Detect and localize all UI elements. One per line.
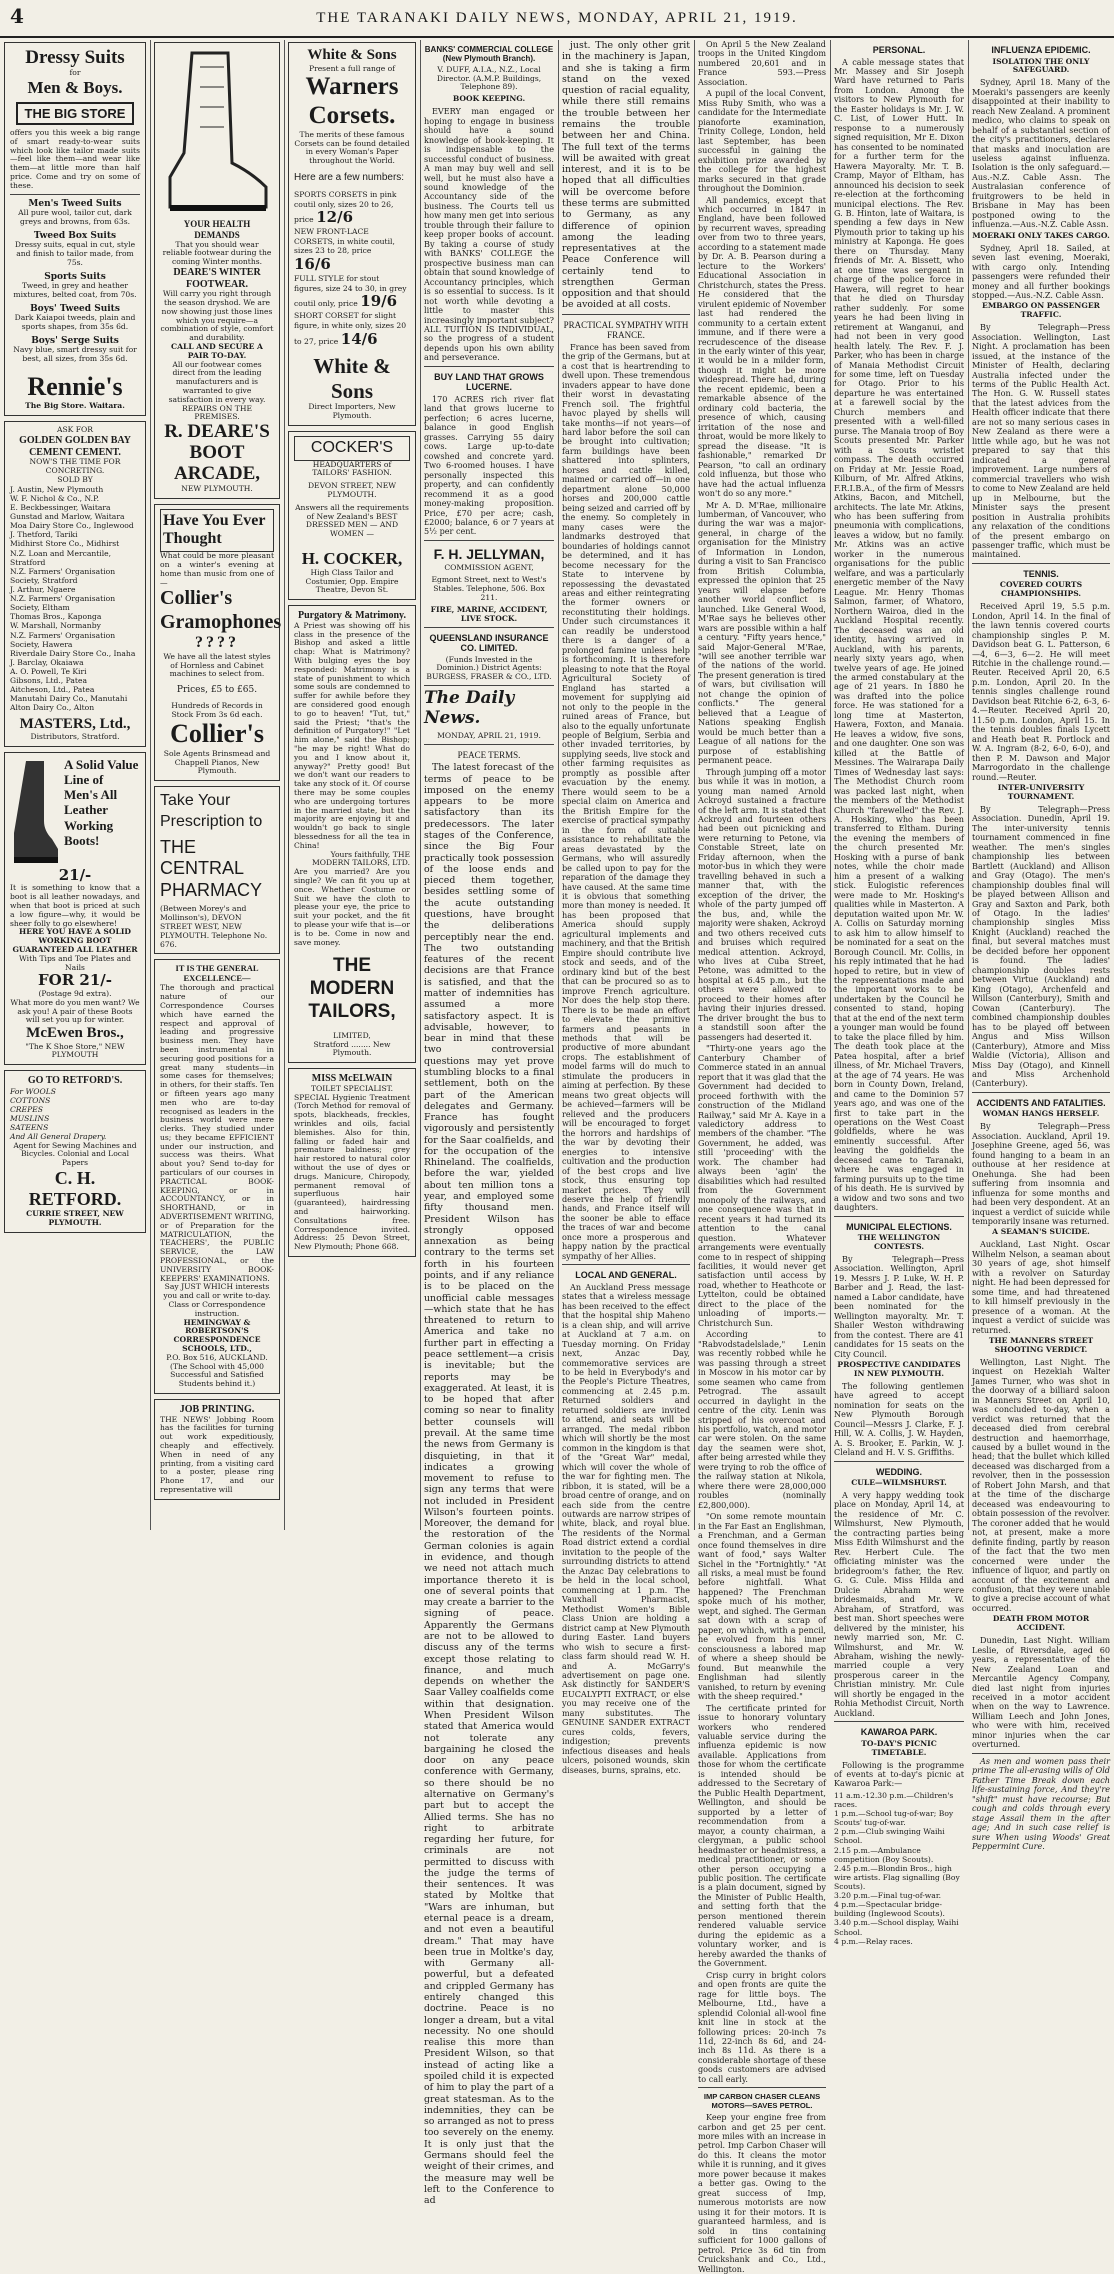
article-text: An Auckland Press message states that a wireless message has been received to the effect that the hospital ship Maheno is a clean ship, and will arrive at Auckland at 7 a.m. on Tuesday morning. On Friday next, Anzac Day, commemorative services are to be held in Everybody's and the People's Picture Theatres, commencing at 2.45 p.m. Returned soldiers and returned soldiers are invited to attend, and seats will be arranged. The medal ribbon which will shortly be the most common in the kingdom is that of the "Great War" medal, which will cover the whole of the war for fighting men. The ribbon, it is stated, will be a broad centre of orange, and on each side from the centre outwards are narrow stripes of white, black, and royal blue. The residents of the Normal Road district extend a cordial invitation to the people of the surrounding districts to attend the Anzac Day celebrations to be held in the local school, commencing at 1 p.m. The Vauxhall Pharmacist, Methodist Women's Bible Class Union are holding a district camp at New Plymouth during Easter. Land buyers who wish to secure a first-class farm should read W. H. and A. McGarry's advertisement on page one. Ask distinctly for SANDER'S EUCALYPTI EXTRACT, or else you may receive one of the many substitutes. The GENUINE SANDER EXTRACT cures colds, fevers, indigestion; prevents infectious diseases and heals ulcers, poisoned wounds, skin diseases, burns, sprains, etc. xyxy=(562,1281,690,1775)
list-item: J. Barclay, Okaiawa xyxy=(10,657,84,667)
ad-text: (Postage 9d extra). xyxy=(38,988,112,998)
article-heading: WOMAN HANGS HERSELF. xyxy=(982,1109,1100,1119)
ad-text: (Between Morey's and Mollinson's), DEVON STREET WEST, NEW PLYMOUTH. Telephone No. 676. xyxy=(160,904,268,949)
ad-text: CURRIE STREET, NEW PLYMOUTH. xyxy=(26,1209,124,1227)
item-desc: Tweed, in grey and heather mixtures, belted coat, from 70s. xyxy=(13,281,137,299)
pharmacy-ad xyxy=(154,786,280,954)
ad-text: It is something to know that a boot is all leather nowadays, and when that boot is priced at such a low figure—why, it would be sheer folly to go elsewhere! xyxy=(10,883,140,928)
article-heading: PROSPECTIVE CANDIDATES IN NEW PLYMOUTH. xyxy=(837,1360,961,1378)
column-4 xyxy=(424,40,555,2207)
ad-text: SOLD BY xyxy=(57,474,93,484)
ad-text: TOILET SPECIALIST. xyxy=(310,1083,394,1093)
list-item: SATEENS xyxy=(10,1123,49,1133)
ad-text: Will carry you right through the season dryshod. We are now showing just those lines which you require—a combination of style, comfort and durability. xyxy=(160,289,274,343)
ad-headline: BANKS' COMMERCIAL COLLEGE (New Plymouth Branch). xyxy=(424,45,554,64)
list-item: 4 p.m.—Spectacular bridge-building (Inglewood Scouts). xyxy=(834,1900,945,1919)
ad-text: Direct Importers, New Plymouth. xyxy=(308,402,396,420)
ad-text: Agent for Sewing Machines and Bicycles. Colonial and Local Papers xyxy=(13,1140,137,1168)
ad-headline: THE CENTRAL PHARMACY xyxy=(160,836,263,900)
item-desc: FULL STYLE for stout figures, size 24 to 30, in grey coutil only, price xyxy=(294,273,407,309)
list-item: W. F. Nichol & Co., N.P. xyxy=(10,493,100,503)
corset-item xyxy=(294,274,410,311)
item-desc: Dark Kaiapoi tweeds, plain and sports shapes, from 35s 6d. xyxy=(14,313,136,332)
item-desc: SPORTS CORSETS in pink coutil only, sizes 20 to 26, price xyxy=(294,189,397,225)
ad-headline: Purgatory & Matrimony. xyxy=(297,610,407,622)
ad-headline: McEwen Bros., xyxy=(26,1025,124,1042)
ad-headline: QUEENSLAND INSURANCE CO. LIMITED. xyxy=(429,632,549,654)
editorial-text: The latest forecast of the terms of peace to be imposed on the enemy appears to be more satisfactory than its predecessors. The later stages of the Conference, since the Big Four practically took possession of the loose ends and pieced them together, besides settling some of the acute outstanding questions, have brought the deliberations perceptibly near the end. The two outstanding features of the recent decisions are that France is satisfied, and that the matter of indemnities has assumed a more satisfactory aspect. It is advisable, however, to bear in mind that these two controversial questions may yet prove stumbling blocks to a final settlement, both on the part of the American delegates and Germany. France has fought vigorously and persistently for the Saar coalfields, and for the occupation of the Rhineland. The coalfields, before the war, yielded about ten million tons a year, and employed some fifty thousand men. President Wilson has strongly opposed annexation as being contrary to the terms set forth in his fourteen points, and if any reliance is to be placed on the unofficial cable messages—which state that he has threatened to return to America and take no further part in effecting a peace settlement—a crisis is inevitable; but the reports may be exaggerated. At least, it is to be hoped that after coming so near to finality better counsels will prevail. At the same time the news from Germany is disquieting, in that it indicates a growing movement to refuse to sign any terms that were not included in President Wilson's fourteen points. Moreover, the demand for the restoration of the German colonies is again in evidence, and though we need not attach much importance thereto it is one of several points that may create a barrier to the signing of peace. Apparently the Germans are not to be allowed to discuss any of the terms except those relating to finance, and much depends on whether the Saar Valley coalfields come within that designation. When President Wilson stated that America would not tolerate any bargaining he closed the door on any peace conference with Germany, so there should be no alternative on Germany's part but to accept the Allied terms. She has no right to arbitrate regarding her future, for criminals are not permitted to discuss with the judge the terms of their sentences. It was stated by Moltke that "Wars are inhuman, but eternal peace is a dream, and not even a beautiful dream." That may have been true in Moltke's day, with Germany all-powerful, but a defeated and crippled Germany has entirely changed this doctrine. Peace is no longer a dream, but a vital necessity. No one should realise this more than President Wilson, so that instead of acting like a spoiled child it is expected of him to play the part of a great statesman. As to the indemnities, they can be so arranged as not to press too severely on the enemy. It is only just that the Germans should feel the weight of their crimes, and the measure may well be left to the Conference to ad xyxy=(424,762,555,2207)
ad-text: Yours faithfully, THE MODERN TAILORS, LTD. xyxy=(311,849,410,868)
ad-text: NEW PLYMOUTH. xyxy=(181,483,253,493)
list-item: Gunstad and Marlow, Waitara xyxy=(10,512,125,522)
ad-text: LIMITED, xyxy=(333,1030,371,1040)
column-1 xyxy=(4,40,146,1532)
column-rule xyxy=(830,40,831,1530)
article-text: Mr A. D. M'Rae, millionaire lumberman, of Vancouver, who during the war was a major-general, in charge of the organisation for the Ministry of Information in London, during a visit to San Francisco from British Columbia, expressed the opinion that 25 years will elapse before another world conflict is launched. Like General Wood, M'Rae says he believes other wars are possible within a half a century. "Fifty years hence," said Major-General M'Rae, "will see another terrible war of the nations of the world. The present generation is tired of wars, but civilisation will not change the opinion of conflicts." The general believed that a League of Nations speaking English would be much better than a League of all nations for the purpose of establishing permanent peace. xyxy=(698,499,826,766)
ad-headline: White & Sons xyxy=(313,354,391,403)
list-item: And All General Drapery. xyxy=(10,1132,107,1142)
toilet-specialist-ad xyxy=(288,1068,416,1257)
ad-text: Prices, £5 to £65. xyxy=(176,685,258,696)
ad-headline: A Solid Value Line of Men's All Leather Working Boots! xyxy=(64,756,139,848)
list-item: Aitcheson, Ltd., Patea xyxy=(10,685,95,695)
corset-item xyxy=(294,311,410,348)
list-item: 3.40 p.m.—School display, Waihi School. xyxy=(834,1918,959,1937)
article-text: A cable message states that Mr. Massey and Sir Joseph Ward have returned to Paris from London. Among the visitors to New Plymouth for the Easter holidays is Mr. J. W. C. List, of Lower Hutt. In response to a numerously signed requisition, Mr E. Dixon has consented to be nominated for a further term for the Hawera Mayoralty. Mr. T. B. Cramp, Mayor of Eltham, has announced his decision to seek re-election at the forthcoming municipal elections. The Rev. G. B. Hinton, late of Waitara, is spending a few days in New Plymouth prior to taking up his ministry at Kaponga. He goes there on Thursday. Many friends of Mr. A. Bissett, who at one time was sergeant in charge of the police force in Hawera, will regret to hear that he died on Thursday rather suddenly. For some years he had been living in retirement at Wanganui, and had not been in very good health lately. The Rev. F. J. Parker, who has been in charge of Manaia Methodist Circuit for some time, left on Tuesday for Otago. Prior to his departure he was entertained at a farewell social by the Church members and presented with a well-filled purse. The Manaia troop of Boy Scouts presented Mr. Parker with a Scouts wristlet compass. The death occurred on Friday at Mr. Jessie Road, Kilburn, of Mr. Alfred Atkins, F.R.I.B.A., of the firm of Messrs Atkins, Bacon, and Mitchell, architects. The late Mr. Atkins, who has been suffering from pneumonia with complications, leaves a widow, but no family. Mr. Atkins was an active worker in the numerous organisations for the public welfare, and was a particularly energetic member of the Navy League. Mr. Henry Thomas Salmon, farmer, of Whatoro, Northern Wairoa, died in the Auckland Hospital recently. The deceased was an old identity, having arrived in Auckland, with his parents, nearly sixty years ago, when twelve years of age. He joined the armed constabulary at the age of 21 years. In 1880 he was drafted into the police force. He was stationed for a long time at Masterton, Hawera, Foxton, and Manaia. He leaves a widow, five sons, and one daughter. One son was killed at the Battle of Messines. The Wairarapa Daily Times of Wednesday last says: The Methodist Church room was packed last night, when the members of the Methodist Church "farewelled" the Rev. J. A. Hosking, who has been transferred to Eltham. During the evening the members of the church presented Mr. Hosking with a purse of bank notes, while the choir made him a present of a walking stick. Eulogistic references were made to Mr. Hosking's qualities while in Masterton. A deputation waited upon Mr. W. A. Collis on Saturday morning to ask him to allow himself to be nominated for a seat on the Borough Council. Mr. Collis, in his reply intimated that he had hoped to retire, but in view of the representations made and the important works to be undertaken by the Council he consented to stand, hoping that at the end of the next term a younger man would be found to take the place filled by him. The death took place at the Patea hospital, after a brief illness, of Mr. Michael Travers, at the age of 74 years. He was born in County Down, Ireland, and came to the Dominion 57 years ago, and was one of the first to take part in the operations on the West Coast goldfields, where he was eminently successful. After leaving the goldfields the deceased came to Taranaki, where he was engaged in farming pursuits up to the time of his death. He is survived by a widow and two sons and two daughters. xyxy=(834,56,964,1213)
ad-text: Keep your engine free from carbon and get 25 per cent. more miles with an increase in petrol. Imp Carbon Chaser will do this. It cleans the motor while it is running, and it gives more power because it makes a better gas. Owing to the great success of Imp, numerous motorists are now using it for their motors. It is guaranteed harmless, and is sold in tins containing sufficient for 1000 gallons of petrol. Price 3s 6d tin from Cruickshank and Co., Ltd., Wellington. xyxy=(698,2112,826,2274)
article-text: All pandemics, except that which occurred in 1847 in England, have been followed by recurrent waves, spreading over from two to three years, according to a statement made by Dr. A. B. Pearson during a lecture to the Workers' Educational Association in Christchurch, states the Press. He considered that the virulent epidemic of November last had rendered the community to a certain extent immune, and if there were a recrudescence of the disease in the early winter of this year, it would be in a milder form, though it might be more widespread. There had, during the recent epidemic, been a remarkable absence of the ordinary cold bacteria, the presence of which, causing irritation of the nose and throat, would be more likely to spread the disease. "It is fashionable," remarked Dr Pearson, "to call an ordinary cold influenza, but those who have had the actual influenza won't do so any more." xyxy=(698,194,826,499)
list-item: W. Marshall, Normanby xyxy=(10,621,101,631)
article-text: Sydney, April 18. Many of the Moeraki's passengers are keenly disappointed at their inability to reach New Zealand. A prominent medico, who claims to speak on behalf of a substantial section of the city's practitioners, declares that masks and inoculation are useless against influenza. Isolation is the only safeguard.—Aus.-N.Z. Cable Assn. The Australasian conference of fruitgrowers to be held in Brisbane in May has been postponed owing to the influenza.—Aus.-N.Z. Cable Assn. xyxy=(972,77,1110,230)
boot-illustration-icon xyxy=(10,757,60,867)
price-label: 19/6 xyxy=(360,292,398,311)
list-item: 3.20 p.m.—Final tug-of-war. xyxy=(834,1891,942,1901)
list-item: 11 a.m.-12.30 p.m.—Children's races. xyxy=(834,1790,954,1810)
column-7 xyxy=(834,40,964,1946)
ad-text: 170 ACRES rich river flat land that grows lucerne to perfection; 6 acres lucerne, balance in good English grasses. Carrying 55 dairy cows. Large up-to-date cowshed and concrete yard. Two 6-roomed houses. I have personally inspected this property, and can confidently recommend it as a good money-making proposition. Price, £70 per acre; cash, £2000; balance, 6 or 7 years at 5½ per cent. xyxy=(424,393,554,537)
article-heading: THE MANNERS STREET SHOOTING VERDICT. xyxy=(988,1336,1094,1354)
article-text: Auckland, Last Night. Oscar Wilhelm Nelson, a seaman about 30 years of age, shot himself with a revolver on Saturday night. He had been depressed for some time, and had threatened to kill himself previously in the presence of a woman. At the inquest a verdict of suicide was returned. xyxy=(972,1239,1110,1335)
section-heading: TENNIS. xyxy=(1023,568,1059,579)
price-label: 16/6 xyxy=(294,255,331,274)
correspondence-ad xyxy=(154,959,280,1394)
masthead: THE TARANAKI DAILY NEWS, MONDAY, APRIL 21, 1919. xyxy=(316,10,798,26)
list-item: N.Z. Farmers' Organisation Society, Eltham xyxy=(10,594,116,613)
price-label: FOR 21/- xyxy=(38,971,112,990)
item-title: Boys' Serge Suits xyxy=(31,335,119,346)
item-title: Sports Suits xyxy=(44,271,106,282)
item-title: Men's Tweed Suits xyxy=(28,198,122,209)
article-text: The following gentlemen have agreed to accept nomination for seats on the New Plymouth Borough Council—Messrs J. Clarke, F. J. Hill, W. A. Collis, J. W. Hayden, A. S. Brooker, E. Parkin, W. J. Cleland and H. V. S. Griffiths. xyxy=(834,1380,964,1458)
cocker-ad xyxy=(288,431,416,600)
article-heading: PRACTICAL SYMPATHY WITH FRANCE. xyxy=(563,319,689,341)
list-item: Thomas Bros., Kaponga xyxy=(10,612,102,622)
list-item: 2 p.m.—Club swinging Waihi School. xyxy=(834,1827,945,1846)
boots-ad xyxy=(4,752,146,1065)
ad-text: THE NEWS' Jobbing Room has the facilities for turning out work expeditiously, cheaply and effectively. When in need of any printing, from a visiting card to a poster, please ring Phone 17, and our representative will xyxy=(160,1414,274,1495)
ad-headline: MASTERS, Ltd., xyxy=(19,715,131,732)
list-item: Manutahi Dairy Co., Manutahi xyxy=(10,694,128,704)
ad-text: V. DUFF, A.I.A., N.Z., Local Director. (A.M.P. Buildings, Telephone 89). xyxy=(436,64,542,92)
list-item: 2.15 p.m.—Ambulance competition (Boy Scouts). xyxy=(834,1845,934,1864)
column-6 xyxy=(698,39,826,2274)
ad-headline: GOLDEN GOLDEN BAY CEMENT CEMENT. xyxy=(19,435,131,458)
article-text: By Telegraph—Press Association. Dunedin, April 19. The inter-university tennis tournament commenced in fine weather. The men's singles championship lies between Bartlett (Auckland) and Allison and Gray (Otago). The men's championship doubles final will be played between Allison and Gray and Saxton and Park, both of Otago. In the ladies' championship singles Miss Knight (Auckland) reached the final, but several matches must be decided before her opponent is found. The ladies' championship doubles rests between Virtue (Auckland) and King (Otago), Archenfeld and Willson (Canterbury), Smith and Cowan (Canterbury). The combined championship doubles has to be played off between Angus and Miss Willson (Canterbury), Atmore and Miss Waldie (Victoria), Allison and Miss Day (Otago), and Kinnell and Miss Archenhold (Canterbury). xyxy=(972,803,1110,1089)
ad-text: "The K Shoe Store," NEW PLYMOUTH xyxy=(25,1041,125,1060)
ad-text: What more do you men want? We ask you! A pair of these Boots will set you up for winter. xyxy=(10,997,140,1025)
section-heading: ACCIDENTS AND FATALITIES. xyxy=(976,1097,1106,1108)
ad-text: offers you this week a big range of smart ready-to-wear suits which look like tailor made suits—feel like them—and wear like them—at little more than half price. Come and try on some of these. xyxy=(10,128,140,190)
item-title: Boys' Tweed Suits xyxy=(30,303,120,314)
ad-text: (Funds Invested in the Dominion.) District Agents: BURGESS, FRASER & CO., LTD. xyxy=(426,654,552,682)
list-item: A. O. Powell, Te Kiri xyxy=(10,666,87,676)
article-heading: MOERAKI ONLY TAKES CARGO. xyxy=(972,230,1110,240)
article-heading: DEATH FROM MOTOR ACCIDENT. xyxy=(992,1614,1090,1633)
article-text: Received April 19, 5.5 p.m. London, April 14. In the final of the lawn tennis covered courts championship singles P. M. Davidson beat G. L. Patterson, 6—4, 6—3, 6—2. He will meet Ritchie in the challenge round.—Reuter. Received April 20, 6.5 p.m. London, April 20. In the tennis singles challenge round Davidson beat Ritchie 6-2, 6-3, 6-4.—Reuter. Received April 20, 11.50 p.m. London, April 15. In the tennis doubles finals Lycett and Heath beat R. Portlock and W. A. Ingram (8-2, 6-0, 6-0), and then P. M. Dawson and Major Marrogordato in the challenge round.—Reuter. xyxy=(972,601,1110,782)
list-item: N.Z. Farmers' Organisation Society, Hawera xyxy=(10,630,116,649)
boot-illustration-icon xyxy=(162,47,272,217)
editorial-text: just. The only other grit in the machinery is Japan, and she is taking a firm stand on the vexed question of racial equality, while there still remains the trouble between her remains the trouble between her and China. The full text of the terms will be awaited with great interest, and it is to be hoped that all difficulties will be overcome before these terms are submitted to Germany, as any difference of opinion among the leading representatives at the Peace Conference will certainly tend to strengthen German opposition and that should be avoided at all costs. xyxy=(562,40,690,311)
article-heading: ISOLATION THE ONLY SAFEGUARD. xyxy=(992,56,1090,75)
ad-headline: Take Your Prescription to xyxy=(160,792,263,830)
ad-text: Are you married? Are you single? We can fit you up at once. Whether Costume or Suit we have the cloth to please your eye, the price to suit your pocket, and the fit to please your wife that is—or is to be. Come in now and save money. xyxy=(294,867,410,947)
ad-text: A Priest was showing off his class in the presence of the Bishop and asked a little chap: What is Matrimony? With bulging eyes the boy responded: Matrimony is a state of punishment to which some souls are condemned to suffer for awhile before they are considered good enough to go to heaven! "Tut, tut," said the Priest; "that's the definition of Purgatory!" "Let him alone," said the Bishop; "he may be right! What do you and I know about it, anyway?" Pretty good! But we don't want our readers to take any stock of it. Of course there may be some couples who are undergoing tortures in the married state, but the majority are enjoying it and wouldn't go back to single blessedness for all the tea in China! xyxy=(294,620,410,850)
ad-text: Present a full range of xyxy=(308,63,396,73)
rennies-logo: Rennie's xyxy=(27,372,123,402)
ad-text: Sole Agents Brinsmead and Chappell Pianos, New Plymouth. xyxy=(163,748,271,776)
ad-headline: MISS McELWAIN xyxy=(311,1073,393,1085)
list-item: COTTONS xyxy=(10,1096,51,1106)
ad-text: The Big Store. Waitara. xyxy=(25,401,125,411)
article-text: According to "Rabvodstadelslade," Lenin was recently robbed while he was passing through a street in Moscow in his motor car by some seamen who came from Petrograd. The assault occurred in daylight in the centre of the city. Lenin was stripped of his overcoat and his portfolio, watch, and motor car were stolen. On the same day the seamen were shot, after being arrested while they were trying to rob the office of the railway station at Nikola, where there were 28,000,000 roubles (nominally £2,800,000). xyxy=(698,1329,826,1510)
column-rule xyxy=(968,40,969,1530)
column-rule xyxy=(694,40,695,1530)
ad-text: ASK FOR xyxy=(57,425,93,435)
item-desc: All pure wool, tailor cut, dark greys and browns, from 63s. xyxy=(18,208,132,226)
ad-headline: C. H. RETFORD. xyxy=(28,1167,122,1210)
ad-headline: BUY LAND THAT GROWS LUCERNE. xyxy=(434,371,544,393)
list-item: J. Austin, New Plymouth xyxy=(10,484,104,494)
article-text: By Telegraph—Press Association. Wellington, April 19. Messrs J. P. Luke, W. H. P. Barber and J. Read, the last-named a Labor candidate, have been nominated for the Wellington mayoralty. Mr. T. Shailer Weston withdrawing from the contest. There are 41 candidates for 15 seats on the City Council. xyxy=(834,1253,964,1359)
list-item: Gibsons, Ltd., Patea xyxy=(10,676,88,686)
ad-text: High Class Tailor and Costumier, Opp. Empire Theatre, Devon St. xyxy=(305,567,399,595)
ad-text: for xyxy=(69,68,81,78)
ad-text: As men and women pass their prime The all-erasing wills of Old Father Time Break down each life-sustaining force, And they're "shift" must have recourse; But cough and colds through every stage Assail them in the after age; And in such case relief is sure When using Woods' Great Peppermint Cure. xyxy=(972,1755,1110,1852)
column-2 xyxy=(154,40,280,1532)
price-label: 12/6 xyxy=(316,208,354,227)
ad-text: That you should wear reliable footwear during the coming Winter months. xyxy=(162,239,272,267)
column-rule xyxy=(420,40,421,1530)
ad-text: Egmont Street, next to West's Stables. Telephone, 506. Box 211. xyxy=(431,575,547,602)
section-heading: MUNICIPAL ELECTIONS. xyxy=(846,1221,952,1232)
item-title: Tweed Box Suits xyxy=(33,230,117,241)
job-printing-ad xyxy=(154,1399,280,1500)
ad-headline: Dressy Suits xyxy=(25,47,125,68)
price-label: 14/6 xyxy=(340,329,378,348)
price-label: 21/- xyxy=(58,865,92,884)
list-item: Riverdale Dairy Store Co., Inaha xyxy=(10,648,136,658)
article-text: Wellington, Last Night. The inquest on Hezekiah Walter James Turner, who was shot in the doorway of a billiard saloon in Manners Street on April 10, was concluded to-day, when a verdict was returned that the deceased died from cerebral destruction and haemorrhage, caused by a bullet wound in the head; that the bullet which killed deceased was discharged from a revolver, then in the possession of Robert John Marsh, and that at the time of the discharge deceased was endeavouring to obtain possession of the revolver. The coroner added that he would not, at present, make a more definite finding, partly by reason of the fact that the two men concerned were under the influence of liquor, and partly on account of the excitement and confusion, that they were unable to give a precise account of what occurred. xyxy=(972,1356,1110,1613)
article-heading: THE WELLINGTON CONTESTS. xyxy=(857,1233,941,1252)
ad-headline: Warners Corsets. xyxy=(305,73,399,130)
list-item: CREPES xyxy=(10,1105,43,1115)
list-item: 1 p.m.—School tug-of-war; Boy Scouts' tug-of-war. xyxy=(834,1809,954,1828)
column-3 xyxy=(288,40,416,1532)
list-item: J. Arthur, Ngaere xyxy=(10,584,76,594)
item-desc: SHORT CORSET for slight figure, in white only, sizes 20 to 27, price xyxy=(294,310,407,346)
item-desc: Dressy suits, equal in cut, style and finish to tailor made, from 75s. xyxy=(14,240,136,267)
article-text: The certificate printed for issue to honorary voluntary workers who rendered valuable service during the influenza epidemic is now available. Applications from those for whom the certificate is intended should be addressed to the Secretary of the Public Health Department, Wellington, and should be supported by a letter of recommendation from a mayor, a county chairman, a clergyman, a public school headmaster or headmistress, a medical practitioner, or some other person occupying a public position. The certificate is a plain document, signed by the Minister of Public Health, and setting forth that the person mentioned therein rendered valuable service during the epidemic as a voluntary worker, and is hereby awarded the thanks of the Government. xyxy=(698,1702,826,1969)
article-heading: EMBARGO ON PASSENGER TRAFFIC. xyxy=(982,301,1100,320)
retford-ad xyxy=(4,1070,146,1232)
list-item: Moa Dairy Store Co., Inglewood xyxy=(10,521,134,531)
item-desc: Navy blue, smart dressy suit for best, all sizes, from 35s 6d. xyxy=(13,345,137,364)
ad-text: The merits of these famous Corsets can be found detailed in every Woman's Paper throughout the World. xyxy=(294,129,410,166)
section-heading: INFLUENZA EPIDEMIC. xyxy=(991,45,1091,55)
article-heading: INTER-UNIVERSITY TOURNAMENT. xyxy=(997,783,1085,801)
article-text: France has been saved from the grip of the Germans, but at a cost that is heartrending to dwell upon. These tremendous invaders appear to have done their worst in devastating French soil. The frightful havoc played by shells will take months—if not years—of hard labor before the soil can be brought into cultivation; farm buildings have been shattered into splinters, horses and cattle killed, maimed or carried off—in one department alone 50,000 horses and 200,000 cattle being seized and carried off by the enemy. So completely in many cases were the landmarks destroyed that boundaries of holdings cannot be determined, and it has become necessary for the State to intervene by repossessing the devastated areas and either reintegrating the former owners or reconstituting their holdings. Under such circumstances it can readily be understood there is a danger of a prolonged famine unless help is forthcoming. It is therefore pleasing to note that the Royal Agricultural Society of England has started a movement for supplying aid not only to the people in the ruined areas of France, but also to the equally unfortunate people of Belgium, Serbia and other invaded territories, by supplying seeds, live stock and other farming requisites as promptly as possible after evacuation by the enemy. There would seem to be a special claim on America and the British Empire for the exercise of practical sympathy in the form of suitable assistance to rehabilitate the areas devastated by the Germans, who will assuredly be called upon to pay for the reparation of the damage they have caused. At the same time it is obvious that something more than money is needed. It has been proposed that America should supply agricultural implements and machinery, and that the British Empire should contribute live stock and seeds, and of the ordinary kind but of the best that can be procured so as to improve French agriculture. Nor does the help stop there. There is to be made an effort to elevate the primitive farmers and peasants in methods that will be productive of more abundant crops. The establishment of model farms will do much to stimulate the producers in aiming at perfection. By these means two great objects will be achieved—farmers will be relieved and the producers will be encouraged to forget the horrors and hardships of the war by devoting their energies to intensive cultivation and the production of the best crops and live stock, thus ensuring top market prices. They will deserve the help of friendly hands, and France itself will the sooner be able to efface the traces of war and become once more a prosperous and happy nation by the practical sympathy of her Allies. xyxy=(562,341,690,1261)
modern-tailors-ad xyxy=(288,605,416,1063)
editorial-heading: PEACE TERMS. xyxy=(457,749,521,760)
ad-text: HERE YOU HAVE A SOLID WORKING BOOT GUARANTEED ALL LEATHER xyxy=(12,927,138,954)
article-text: By Telegraph—Press Association. Wellington, Last Night. A proclamation has been issued, at the instance of the Minister of Health, declaring Australia infected under the terms of the Public Health Act. The Hon. G. W. Russell states that the latest advices from the Health officer indicate that there are not so many serious cases in New Zealand as there were a little while ago, but he was not prepared to say that this indicated a general improvement. Large numbers of commercial travellers who wish to come to New Zealand are held up in Melbourne, but the Minister says the present position in Australia prohibits any relaxation of the conditions of the present embargo on passenger traffic, which must be maintained. xyxy=(972,322,1110,560)
ad-headline: H. COCKER, xyxy=(301,548,403,568)
article-text: Crisp curry in bright colors and open fronts are quite the rage for little boys. The Melbourne, Ltd., have a splendid Colonial all-wool fine knit line in stock at the following prices: 20-inch 7s 11d, 22-inch 8s 6d, and 24-inch 8s 11d. As there is a considerable shortage of these goods customers are advised to call early. xyxy=(698,1969,826,2084)
article-text: Through jumping off a motor bus while it was in motion, a young man named Arnold Ackroyd sustained a fracture of the left arm. It is stated that Ackroyd and fourteen others had been out picnicking and were returning to Petone, via Constable Street, late on Friday afternoon, when the motor-bus in which they were travelling behaved in such a manner that, with the exception of the driver, the whole of the party jumped off the bus, and, while the majority were shaken, Ackroyd and two others received cuts and bruises which required medical attention. Ackroyd, who lives at Cuba Street, Petone, was admitted to the hospital at 6.45 p.m., but the others were allowed to proceed to their homes after having their injuries dressed. The driver brought the bus to a standstill soon after the passengers had deserted it. xyxy=(698,766,826,1042)
ad-text: Answers all the requirements of New Zealand's BEST DRESSED MEN — AND WOMEN — xyxy=(295,502,409,539)
ad-text: Distributors, Stratford. xyxy=(30,732,120,742)
ad-headline: Collier's xyxy=(170,719,264,749)
list-item: N.Z. Loan and Mercantile, Stratford xyxy=(10,548,112,567)
gramophone-ad xyxy=(154,504,280,781)
ad-headline: Men & Boys. xyxy=(27,78,123,98)
ad-headline: White & Sons xyxy=(307,47,397,63)
column-5 xyxy=(562,40,690,1775)
newspaper-title: The Daily News. xyxy=(424,688,515,729)
list-item: E. Beckbessinger, Waitara xyxy=(10,503,111,512)
list-item: 4 p.m.—Relay races. xyxy=(834,1936,913,1946)
ad-text: CALL AND SECURE A PAIR TO-DAY. xyxy=(171,342,263,360)
ad-headline: F. H. JELLYMAN, xyxy=(433,545,545,562)
ad-headline: GO TO RETFORD'S. xyxy=(27,1075,123,1087)
deare-ad xyxy=(154,42,280,499)
ad-headline: JOB PRINTING. xyxy=(179,1404,255,1415)
list-item: For WOOLS xyxy=(10,1086,56,1096)
ad-text: Here are a few numbers: xyxy=(294,172,405,184)
ad-headline: IT IS THE GENERAL EXCELLENCE— xyxy=(175,963,259,984)
article-heading: COVERED COURTS CHAMPIONSHIPS. xyxy=(999,580,1083,599)
article-text: "On some remote mountain in the Far East an Englishman, a Frenchman, and a German once found themselves in dire want of food," says Walter Sichel in the "Fortnightly." "At all risks, a meal must be found before nightfall. What happened? The Frenchman spoke much of his mother, wept, and sighed. The German sat down with a scrap of paper, on which, with a pencil, he evolved from his inner consciousness a labored map of where a sheep should be found. But meanwhile the Englishman had silently vanished, to return by evening with the sheep required." xyxy=(698,1511,826,1702)
ad-text: We have all the latest styles of Hornless and Cabinet machines to select from. xyxy=(163,651,271,679)
ad-text: BOOK KEEPING. xyxy=(452,94,526,104)
article-text: A very happy wedding took place on Monday, April 14, at the residence of Mr. C. Wilmshurst, New Plymouth, the contracting parties being Miss Edith Wilmshurst and the Rev. Herbert Cule. The officiating minister was the bridegroom's father, the Rev. G. G. Cule. Miss Hilda and Dulcie Abraham were bridesmaids, and Mr. W. Abraham, of Stratford, was best man. Short speeches were delivered by the minister, his newly married son, Mr. C. Wilmshurst, and Mr. W. Abraham, wishing the newly-married couple a very prosperous career in the Christian ministry. Mr. Cule will shortly be engaged in the Rohia Methodist Circuit, North Auckland. xyxy=(834,1490,964,1718)
ad-headline: Have You Ever Thought xyxy=(160,509,274,552)
corset-item xyxy=(294,190,410,227)
ad-text: Stratford ........ New Plymouth. xyxy=(313,1039,391,1058)
corset-item xyxy=(294,227,410,274)
page-number: 4 xyxy=(10,4,24,28)
ad-headline: R. DEARE'S BOOT ARCADE, xyxy=(164,421,270,484)
ad-text: NOW'S THE TIME FOR CONCRETING. xyxy=(29,457,121,476)
ad-headline: IMP CARBON CHASER CLEANS MOTORS—SAVES PETROL. xyxy=(703,2092,821,2111)
ad-text: DEVON STREET, NEW PLYMOUTH. xyxy=(307,481,397,499)
ad-text: P.O. Box 516, AUCKLAND. xyxy=(166,1352,268,1362)
article-text: "Thirty-one years ago the Canterbury Chamber of Commerce stated in an annual report that it was glad that the Government had decided to proceed forthwith with the construction of the Midland Railway," said Mr A. Kaye in a valedictory address to members of the chamber. "The Government, he added, was still 'proceeding' with the work. The chamber had always been 'agin' the disabilities which had resulted from the Government monopoly of the railways, and one consequence was that in recent years it had turned its attention to the canal question. Whatever arrangements were eventually come to in respect of shipping facilities, it would never get satisfaction until access by road, whether to Heathcote or Lyttelton, could be obtained direct to the place of the unloading of imports.—Christchurch Sun. xyxy=(698,1043,826,1328)
article-text: Following is the programme of events at to-day's picnic at Kawaroa Park:— xyxy=(834,1759,964,1789)
dealer-list xyxy=(10,485,140,713)
ad-text: All our footwear comes direct from the leading manufacturers and is warranted to give satisfaction in every way. REPAIRS ON THE PREMISES. xyxy=(168,359,266,422)
page-header xyxy=(0,0,1114,38)
ad-text: What could be more pleasant on a winter's evening at home than music from one of— xyxy=(160,551,274,587)
ad-text: (The School with 45,000 Successful and Satisfied Students behind it.) xyxy=(169,1361,264,1389)
column-rule xyxy=(284,40,285,1530)
article-heading: TO-DAY'S PICNIC TIMETABLE. xyxy=(861,1738,937,1757)
ad-headline: DEARE'S WINTER FOOTWEAR. xyxy=(173,266,261,290)
ad-text: HEADQUARTERS of TAILORS' FASHION. xyxy=(312,459,392,478)
ad-headline: Collier's Gramophones xyxy=(160,587,282,633)
article-heading: A SEAMAN'S SUICIDE. xyxy=(992,1227,1090,1237)
editorial-date: MONDAY, APRIL 21, 1919. xyxy=(437,730,541,740)
ad-text: Say JUST WHICH interests you and call or write to-day. Class or Correspondence instruction. xyxy=(163,1282,271,1318)
ad-text: EVERY man engaged or hoping to engage in business should have a sound knowledge of book-keeping. It is indispensable to the successful conduct of business. A man may buy well and sell well, but he must also have a sound knowledge of the Accountancy side of the business. The Courts tell us how many men get into serious trouble through their failure to keep proper books of account. By taking a course of study with BANKS' COLLEGE the prospective business man can obtain that sound knowledge of Accountancy principles, which is so essential to success. Is it not worth while devoting a little to master this increasingly important subject? ALL TUITION IS INDIVIDUAL, so the progress of a student depends upon his own ability and perseverance. xyxy=(424,106,554,363)
ad-headline: COCKER'S xyxy=(294,436,410,461)
article-text: Sydney, April 18. Sailed, at seven last evening, Moeraki, with cargo only. Intending passengers were refunded their money and all further bookings stopped.—Aus.-N.Z. Cable Assn. xyxy=(972,242,1110,300)
list-item: MUSLINS xyxy=(10,1114,50,1124)
ad-text: With Tips and Toe Plates and Nails xyxy=(19,953,131,972)
article-heading: CULE—WILMSHURST. xyxy=(851,1478,947,1488)
section-heading: PERSONAL. xyxy=(872,45,926,55)
ad-text: SPECIAL Hygienic Treatment (Torch Method for removal of spots, blackheads, freckles, wrinkles and oils, facial blemishes. Also for thin, falling or faded hair and premature baldness; grey hair restored to natural color without the use of dyes or drugs. Manicure, Chiropody, permanent removal of superfluous hair (guaranteed), hairdressing and hairworking. Consultations free. Correspondence invited. Address: 25 Devon Street, New Plymouth; Phone 668. xyxy=(294,1092,410,1252)
ad-headline: THE MODERN TAILORS, xyxy=(308,955,396,1022)
big-store-logo: THE BIG STORE xyxy=(16,102,134,125)
item-desc: NEW FRONT-LACE CORSETS, in white coutil, sizes 23 to 28, price xyxy=(294,226,395,256)
column-rule xyxy=(558,40,559,1530)
cement-ad xyxy=(4,421,146,747)
list-item: J. Thetford, Tariki xyxy=(10,530,78,540)
section-heading: LOCAL AND GENERAL. xyxy=(575,1270,677,1281)
ad-text: COMMISSION AGENT, xyxy=(444,563,534,573)
article-text: A pupil of the local Convent, Miss Ruby Smith, who was a candidate for the Intermediate pianoforte examination, Trinity College, London, held last September, has been successful in gaining the exhibition prize awarded by the college for the highest marks secured in that grade throughout the Dominion. xyxy=(698,88,826,194)
article-text: On April 5 the New Zealand troops in the United Kingdom numbered 20,601 and in France 593.—Press Association. xyxy=(698,39,826,87)
list-item: N.Z. Farmers' Organisation Society, Stratford xyxy=(10,566,116,585)
ad-text: Hundreds of Records in Stock From 3s 6d each. xyxy=(171,700,263,719)
section-heading: KAWAROA PARK. xyxy=(860,1727,938,1738)
list-item: Midhirst Store Co., Midhirst xyxy=(10,539,120,549)
column-rule xyxy=(150,40,151,1530)
ad-text: FIRE, MARINE, ACCIDENT, LIVE STOCK. xyxy=(430,604,548,623)
timetable-list xyxy=(834,1791,964,1946)
ad-text: The thorough and practical nature of our Correspondence Courses which have earned the respect and approval of leading and progressive business men. They have been instrumental in securing good positions for a great many students—in some cases for themselves; in others, for their staffs. Ten or fifteen years ago many men who are to-day recognised as leaders in the business world were mere clerks. They studied under us; they became EFFICIENT under our instruction, and success was theirs. What about you? Send to-day for particulars of our courses in PRACTICAL BOOK-KEEPING, or in ACCOUNTANCY, or in SHORTHAND, or in ADVERTISEMENT WRITING, or of Preparation for the MATRICULATION, the TEACHERS', the PUBLIC SERVICE, the LAW PROFESSIONAL, or the UNIVERSITY BOOK-KEEPERS' EXAMINATIONS. xyxy=(160,983,274,1283)
article-text: Dunedin, Last Night. William Leslie, of Riversdale, aged 60 years, a representative of the New Zealand Loan and Mercantile Agency Company, died last night from injuries received in a motor accident when on the way to Lawrence. William Leech and John Jones, who were with him, received minor injuries when the car overturned. xyxy=(972,1635,1110,1750)
article-text: By Telegraph—Press Association. Auckland, April 19. Josephine Greene, aged 56, was found hanging to a beam in an outhouse at her residence at Onehunga. She had been suffering from insomnia and influenza for some months and had been very despondent. At an inquest a verdict of suicide while temporarily insane was returned. xyxy=(972,1121,1110,1226)
column-8 xyxy=(972,40,1110,1852)
ad-headline: YOUR HEALTH DEMANDS xyxy=(183,219,251,240)
section-heading: WEDDING. xyxy=(876,1466,922,1477)
big-store-ad xyxy=(4,42,146,416)
list-item: 2.45 p.m.—Blondin Bros., high wire artists. Flag signalling (Boy Scouts). xyxy=(834,1863,960,1892)
ad-text: HEMINGWAY & ROBERTSON'S CORRESPONDENCE SCHOOLS, LTD., xyxy=(173,1317,261,1354)
list-item: Alton Dairy Co., Alton xyxy=(10,703,95,713)
ad-headline: ???? xyxy=(195,634,239,652)
warners-ad xyxy=(288,42,416,426)
